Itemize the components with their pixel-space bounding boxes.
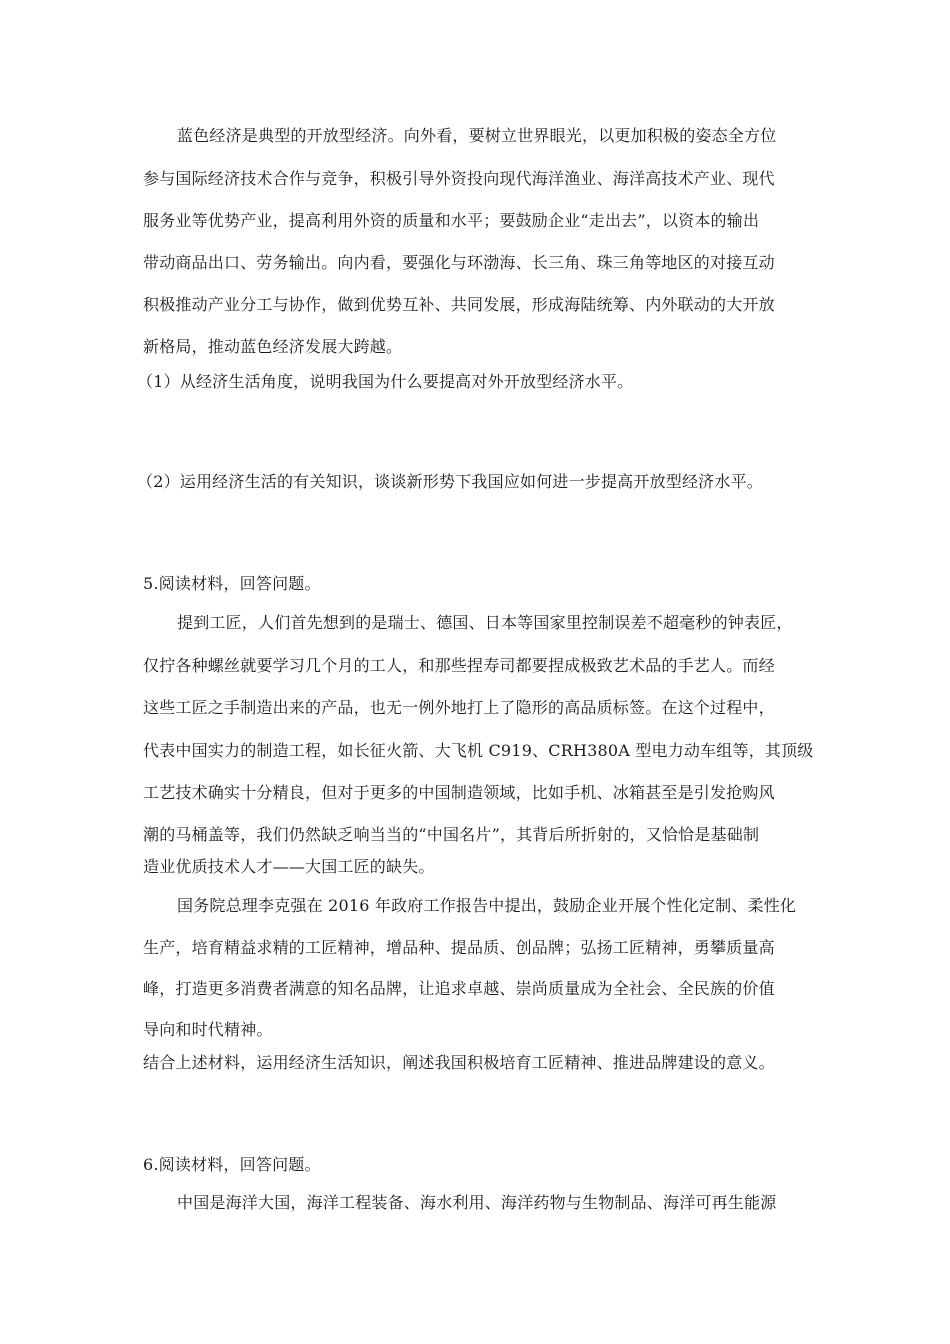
section-6-para1-line: 中国是海洋大国，海洋工程装备、海水利用、海洋药物与生物制品、海洋可再生能源: [177, 1193, 777, 1212]
material-line: 参与国际经济技术合作与竞争，积极引导外资投向现代海洋渔业、海洋高技术产业、现代: [143, 169, 775, 188]
section-5-para1-line: 代表中国实力的制造工程，如长征火箭、大飞机 C919、CRH380A 型电力动车组等，其顶级: [143, 741, 814, 760]
section-5-para1-line: 潮的马桶盖等，我们仍然缺乏响当当的“中国名片”，其背后所折射的，又恰恰是基础制: [143, 825, 760, 844]
section-5-para1-line: 这些工匠之手制造出来的产品，也无一例外地打上了隐形的高品质标签。在这个过程中，: [143, 698, 775, 717]
section-5-para2-line: 国务院总理李克强在 2016 年政府工作报告中提出，鼓励企业开展个性化定制、柔性化: [177, 896, 797, 915]
material-line: 积极推动产业分工与协作，做到优势互补、共同发展，形成海陆统筹、内外联动的大开放: [143, 295, 775, 314]
section-5-question: 结合上述材料，运用经济生活知识，阐述我国积极培育工匠精神、推进品牌建设的意义。: [143, 1053, 775, 1072]
material-line: 服务业等优势产业，提高利用外资的质量和水平；要鼓励企业“走出去”，以资本的输出: [143, 211, 760, 230]
section-5-heading: 5.阅读材料，回答问题。: [143, 574, 321, 593]
section-5-para1-line: 造业优质技术人才——大国工匠的缺失。: [143, 857, 435, 876]
section-5-para2-line: 生产，培育精益求精的工匠精神，增品种、提品质、创品牌；弘扬工匠精神，勇攀质量高: [143, 938, 775, 957]
section-5-para2-line: 导向和时代精神。: [143, 1020, 273, 1039]
question-2: （2）运用经济生活的有关知识，谈谈新形势下我国应如何进一步提高开放型经济水平。: [137, 472, 763, 491]
section-5-para2-line: 峰，打造更多消费者满意的知名品牌，让追求卓越、崇尚质量成为全社会、全民族的价值: [143, 979, 775, 998]
question-1: （1）从经济生活角度，说明我国为什么要提高对外开放型经济水平。: [137, 372, 634, 391]
material-line: 蓝色经济是典型的开放型经济。向外看，要树立世界眼光，以更加积极的姿态全方位: [177, 126, 777, 145]
section-5-para1-line: 工艺技术确实十分精良，但对于更多的中国制造领域，比如手机、冰箱甚至是引发抢购风: [143, 783, 775, 802]
section-6-heading: 6.阅读材料，回答问题。: [143, 1155, 321, 1174]
material-line: 带动商品出口、劳务输出。向内看，要强化与环渤海、长三角、珠三角等地区的对接互动: [143, 253, 775, 272]
material-line: 新格局，推动蓝色经济发展大跨越。: [143, 337, 403, 356]
section-5-para1-line: 仅拧各种螺丝就要学习几个月的工人，和那些捏寿司都要捏成极致艺术品的手艺人。而经: [143, 656, 775, 675]
section-5-para1-line: 提到工匠，人们首先想到的是瑞士、德国、日本等国家里控制误差不超毫秒的钟表匠，: [177, 613, 793, 632]
